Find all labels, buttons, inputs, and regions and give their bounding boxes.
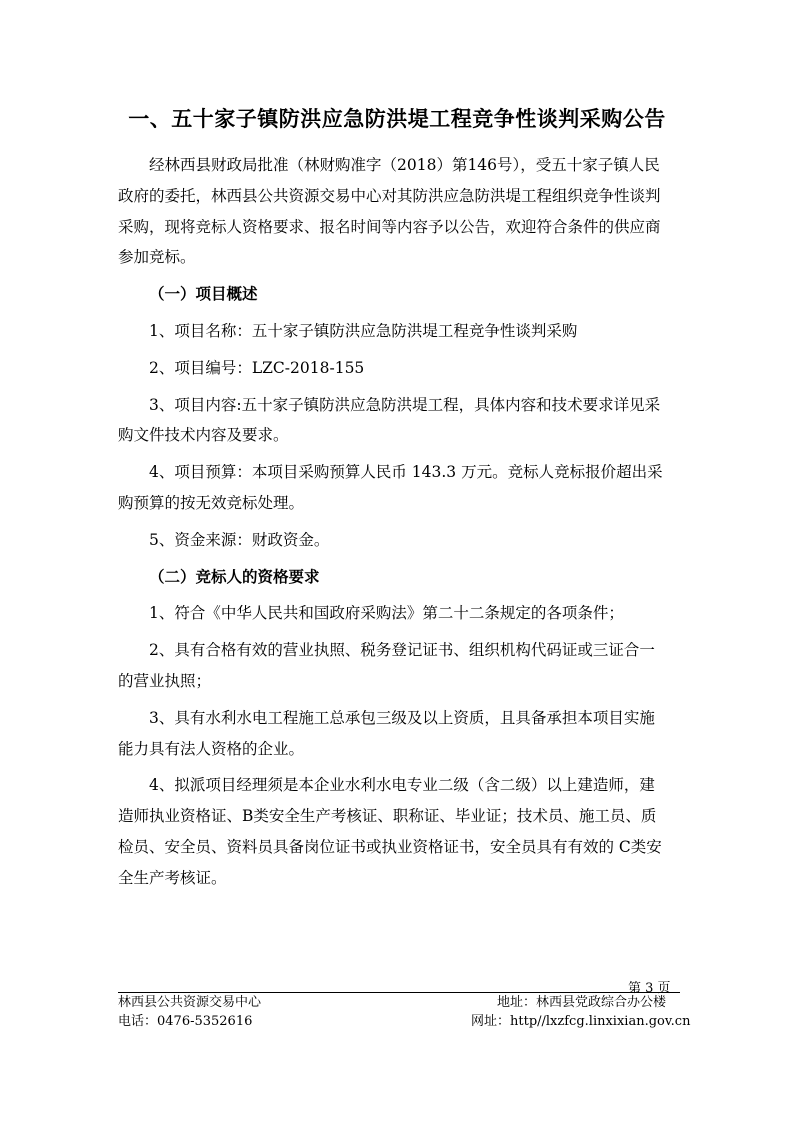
- qualification-item-law: 1、符合《中华人民共和国政府采购法》第二十二条规定的各项条件；: [149, 604, 624, 623]
- section-heading-qualifications: （二）竞标人的资格要求: [149, 566, 320, 586]
- overview-item-content: 3、项目内容:五十家子镇防洪应急防洪堤工程，具体内容和技术要求详见采: [149, 395, 661, 414]
- overview-item-number: 2、项目编号：LZC-2018-155: [149, 358, 365, 377]
- qualification-item-license: 2、具有合格有效的营业执照、税务登记证书、组织机构代码证或三证合一: [149, 641, 655, 660]
- document-body: [118, 150, 680, 894]
- footer-website: 网址：http//lxzfcg.linxixian.gov.cn: [471, 1014, 691, 1029]
- footer-org-name: 林西县公共资源交易中心: [118, 995, 262, 1010]
- qualification-item-certification-cont: 能力具有法人资格的企业。: [118, 739, 305, 758]
- qualification-item-license-cont: 的营业执照；: [118, 671, 212, 690]
- qualification-item-manager: 4、拟派项目经理须是本企业水利水电专业二级（含二级）以上建造师，建: [149, 776, 655, 795]
- footer-divider: [118, 992, 680, 993]
- intro-line: 政府的委托，林西县公共资源交易中心对其防洪应急防洪堤工程组织竞争性谈判: [118, 186, 661, 205]
- intro-line: 采购，现将竞标人资格要求、报名时间等内容予以公告，欢迎符合条件的供应商: [118, 217, 661, 236]
- overview-item-content-cont: 购文件技术内容及要求。: [118, 426, 289, 445]
- intro-line: 参加竞标。: [118, 248, 196, 267]
- section-heading-overview: （一）项目概述: [149, 284, 258, 304]
- qualification-item-certification: 3、具有水利水电工程施工总承包三级及以上资质，且具备承担本项目实施: [149, 708, 655, 727]
- qualification-item-manager-cont: 检员、安全员、资料员具备岗位证书或执业资格证书，安全员具有有效的 C类安: [118, 837, 662, 856]
- page-number: 第 3 页: [628, 981, 671, 996]
- qualification-item-manager-cont: 全生产考核证。: [118, 868, 227, 887]
- footer-phone: 电话：0476-5352616: [118, 1014, 253, 1029]
- overview-item-budget: 4、项目预算：本项目采购预算人民币 143.3 万元。竞标人竞标报价超出采: [149, 463, 663, 482]
- overview-item-funding: 5、资金来源：财政资金。: [149, 530, 330, 549]
- intro-paragraph: [118, 150, 680, 273]
- overview-item-budget-cont: 购预算的按无效竞标处理。: [118, 493, 305, 512]
- qualification-item-manager-cont: 造师执业资格证、B类安全生产考核证、职称证、毕业证；技术员、施工员、质: [118, 807, 657, 826]
- document-title: 一、五十家子镇防洪应急防洪堤工程竞争性谈判采购公告: [128, 106, 666, 131]
- intro-line: 经林西县财政局批准（林财购准字（2018）第146号），受五十家子镇人民: [149, 156, 660, 174]
- footer-address: 地址：林西县党政综合办公楼: [497, 995, 667, 1010]
- overview-item-name: 1、项目名称：五十家子镇防洪应急防洪堤工程竞争性谈判采购: [149, 321, 578, 340]
